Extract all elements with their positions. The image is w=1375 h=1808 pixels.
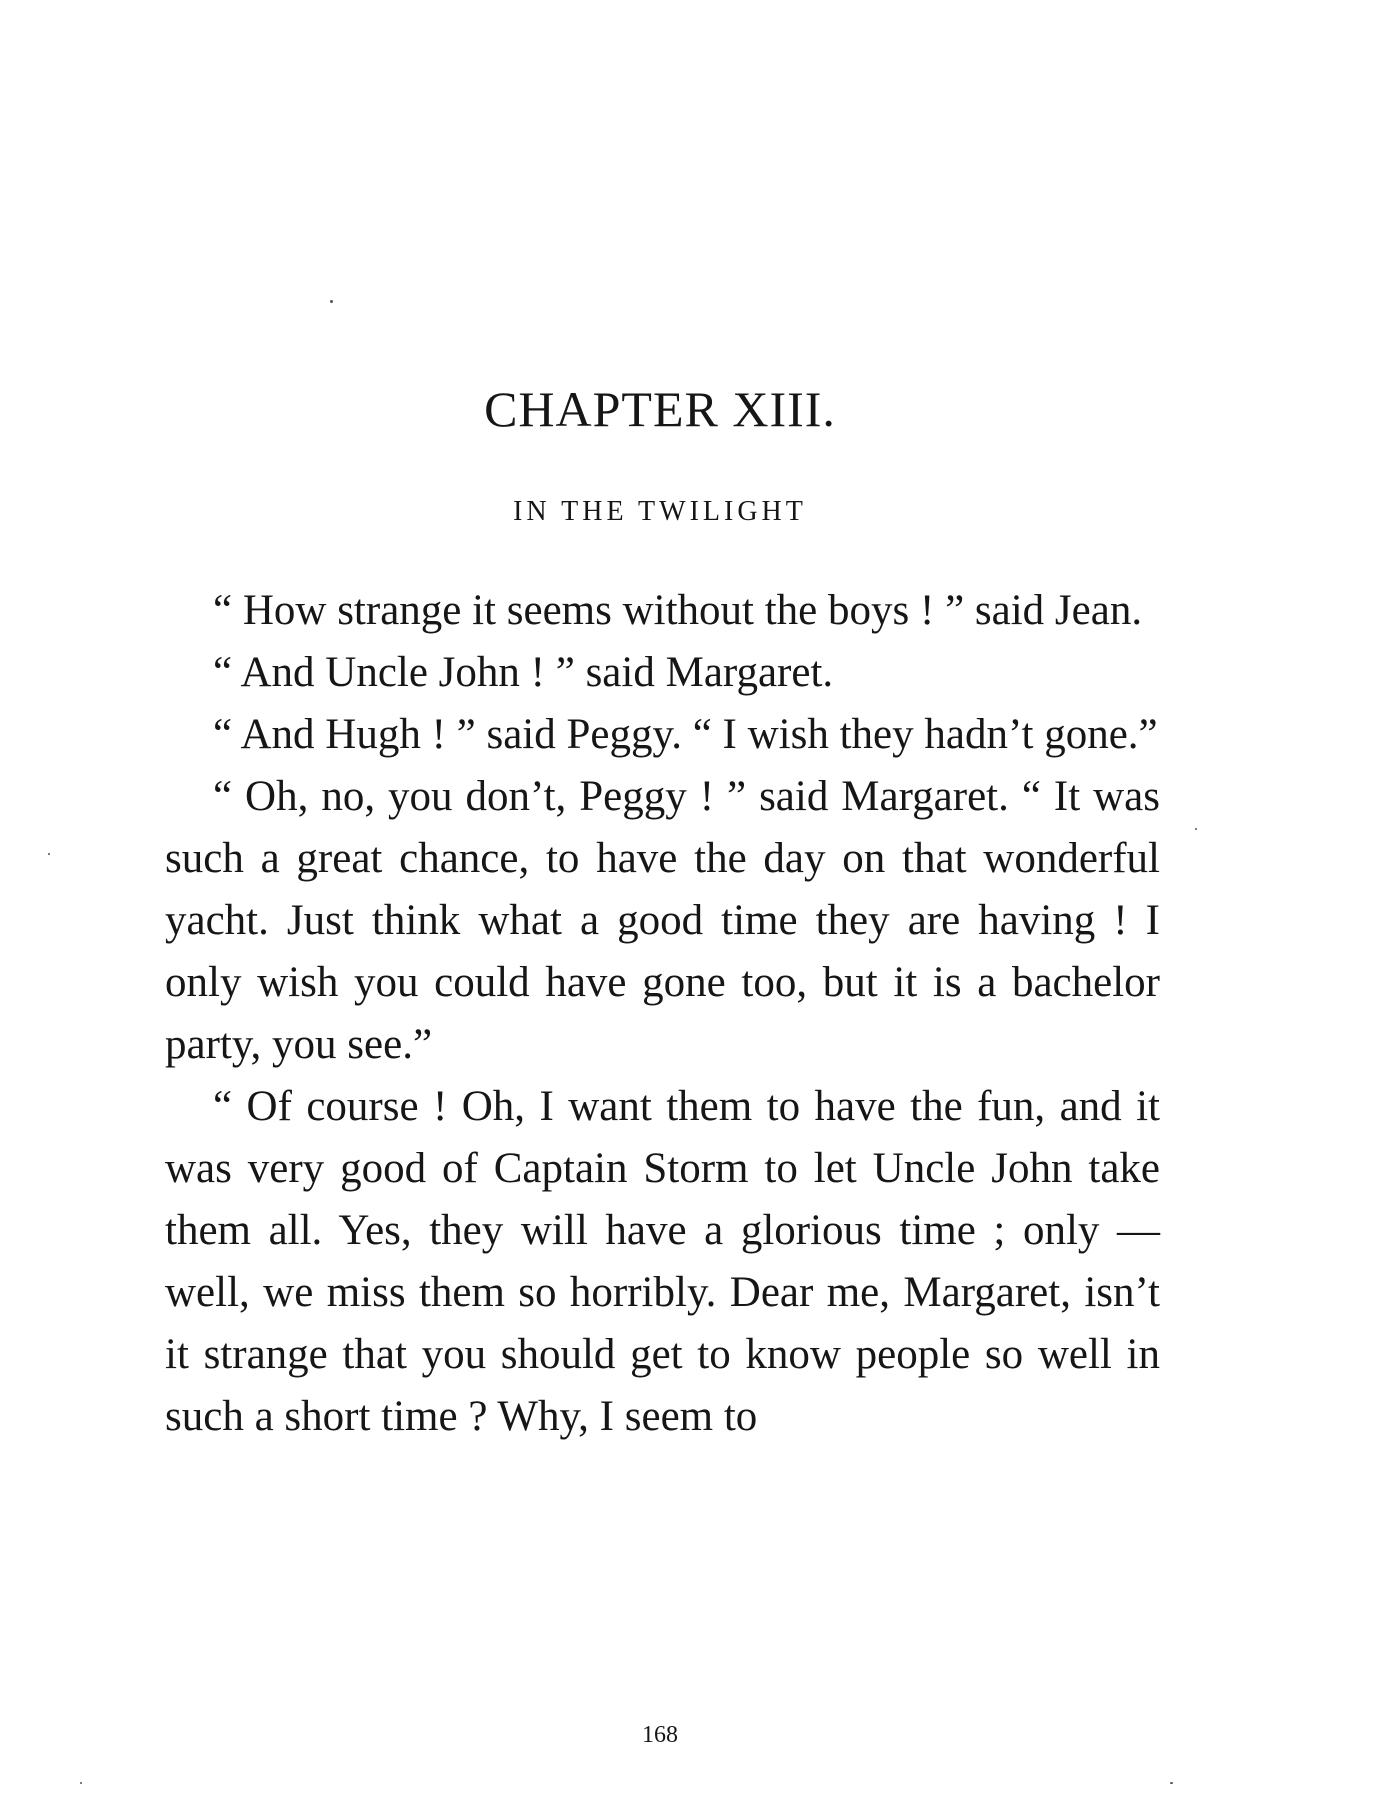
chapter-title: CHAPTER XIII.: [484, 381, 836, 437]
paragraph: “ And Hugh ! ” said Peggy. “ I wish they hadn’t gone.”: [213, 711, 1158, 758]
scan-speck: [330, 300, 333, 303]
scan-speck: [80, 1782, 82, 1784]
paragraph: “ Oh, no, you don’t, Peggy ! ” said Margaret. “ It was such a great chance, to have the day on that wonderful yacht. Just think what a good time they are having ! I only wish you could have gone too, but it is a bachelor party, you see.”: [165, 773, 1160, 1068]
page-number: 168: [642, 1722, 678, 1748]
scan-speck: [48, 853, 50, 855]
scan-speck: [1170, 1782, 1173, 1784]
paragraph: “ How strange it seems without the boys ! ” said Jean.: [213, 587, 1143, 634]
body-text: [165, 580, 1160, 1448]
paragraph: “ And Uncle John ! ” said Margaret.: [213, 649, 834, 696]
chapter-subtitle: IN THE TWILIGHT: [513, 496, 807, 527]
paragraph: “ Of course ! Oh, I want them to have the fun, and it was very good of Captain Storm to let Uncle John take them all. Yes, they will have a glorious time ; only — well, we miss them so horribly. Dear me, Margaret, isn’t it strange that you should get to know people so well in such a short time ? Why, I seem to: [165, 1083, 1160, 1440]
scan-speck: [1195, 828, 1197, 830]
